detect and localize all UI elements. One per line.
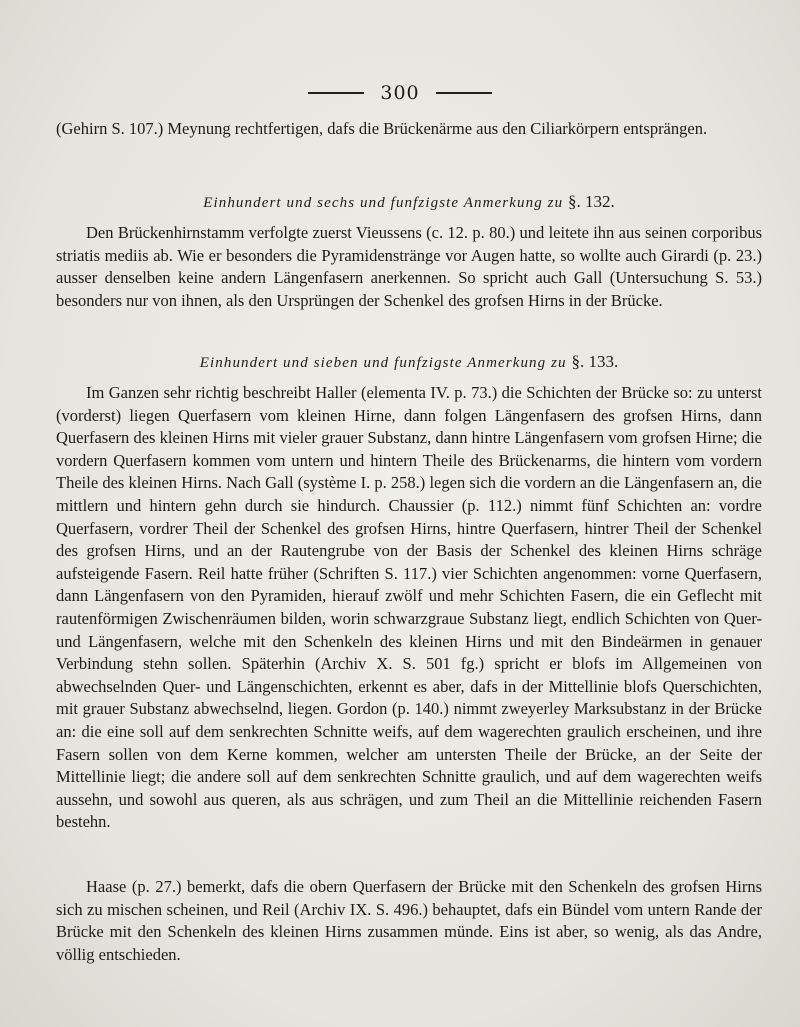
paragraph-text: Den Brückenhirnstamm verfolgte zuerst Vieussens (c. 12. p. 80.) und leitete ihn aus seinen corporibus striatis mediis ab. Wie er besonders die Pyramidenstränge vor Augen hatte, so wollte auch Girardi (p. 23.) ausser denselben keine andern Längenfasern anerkennen. So spricht auch Gall (Untersuchung S. 53.) besonders nur von ihnen, als den Ursprüngen der Schenkel des grofsen Hirns in der Brücke. <box>56 223 762 310</box>
paragraph-text: Haase (p. 27.) bemerkt, dafs die obern Querfasern der Brücke mit den Schenkeln des grofsen Hirns sich zu mischen scheinen, und Reil (Archiv IX. S. 496.) behauptet, dafs ein Bündel vom untern Rande der Brücke mit den Schenkeln des kleinen Hirns zusammen münde. Eins ist aber, so wenig, als das Andre, völlig entschieden. <box>56 877 762 964</box>
section-heading-133 <box>56 352 762 372</box>
paragraph-haase <box>56 876 762 966</box>
paragraph-text: Im Ganzen sehr richtig beschreibt Haller (elementa IV. p. 73.) die Schichten der Brücke so: zu unterst (vorderst) liegen Querfasern vom kleinen Hirne, dann folgen Längenfasern des grofsen Hirns, dann Querfasern des kleinen Hirns mit vieler grauer Substanz, dann hintre Längenfasern vom grofsen Hirne; die vordern Querfasern kommen vom untern und hintern Theile des Brückenarms, die hintern vom vordern Theile des kleinen Hirns. Nach Gall (système I. p. 258.) legen sich die vordern an die Längenfasern an, die mittlern und hintern gehn durch sie hindurch. Chaussier (p. 112.) nimmt fünf Schichten an: vordre Querfasern, vordrer Theil der Schenkel des grofsen Hirns, hintre Querfasern, hintrer Theil der Schenkel des grofsen Hirns, und an der Rautengrube von der Basis der Schenkel des kleinen Hirns schräge aufsteigende Fasern. Reil hatte früher (Schriften S. 117.) vier Schichten angenommen: vorne Querfasern, dann Längenfasern von den Pyramiden, hierauf zwölf und mehr Schichten Fasern, die ein Geflecht mit rautenförmigen Zwischenräumen bilden, worin schwarzgraue Substanz liegt, endlich Schichten von Quer- und Längenfasern, welche mit den Schenkeln des kleinen Hirns und mit den Bindeärmen in genauer Verbindung stehn sollen. Späterhin (Archiv X. S. 501 fg.) spricht er blofs im Allgemeinen von abwechselnden Quer- und Längenschichten, erkennt es aber, dafs in der Mittellinie blofs Querschichten, mit grauer Substanz abwechselnd, liegen. Gordon (p. 140.) nimmt zweyerley Marksubstanz in der Brücke an: die eine soll auf dem senkrechten Schnitte weifs, auf dem wagerechten graulich erscheinen, und ihre Fasern sollen von dem Kerne kommen, welcher am untersten Theile der Brücke, an der Seite der Mittellinie liegt; die andere soll auf dem senkrechten Schnitte graulich, und auf dem wagerechten weifs aussehn, und sowohl aus queren, als aus schrägen, und zum Theil an die Mittellinie reichenden Fasern bestehn. <box>56 383 762 832</box>
paragraph-haller <box>56 382 762 834</box>
section-heading-132 <box>56 192 762 212</box>
page-number: 300 <box>380 82 420 104</box>
heading-text: Einhundert und sieben und funfzigste Anmerkung zu <box>199 355 567 371</box>
page-header <box>0 78 800 108</box>
section-ref: §. 132. <box>568 192 615 211</box>
header-rule-right <box>436 92 492 94</box>
paragraph-vieussens <box>56 222 762 312</box>
section-ref: §. 133. <box>571 352 619 371</box>
paragraph-continuation <box>56 118 762 141</box>
paragraph-text: (Gehirn S. 107.) Meynung rechtfertigen, dafs die Brückenärme aus den Ciliarkörpern entsprängen. <box>56 119 708 138</box>
header-rule-left <box>308 92 364 94</box>
heading-text: Einhundert und sechs und funfzigste Anmerkung zu <box>203 195 564 211</box>
